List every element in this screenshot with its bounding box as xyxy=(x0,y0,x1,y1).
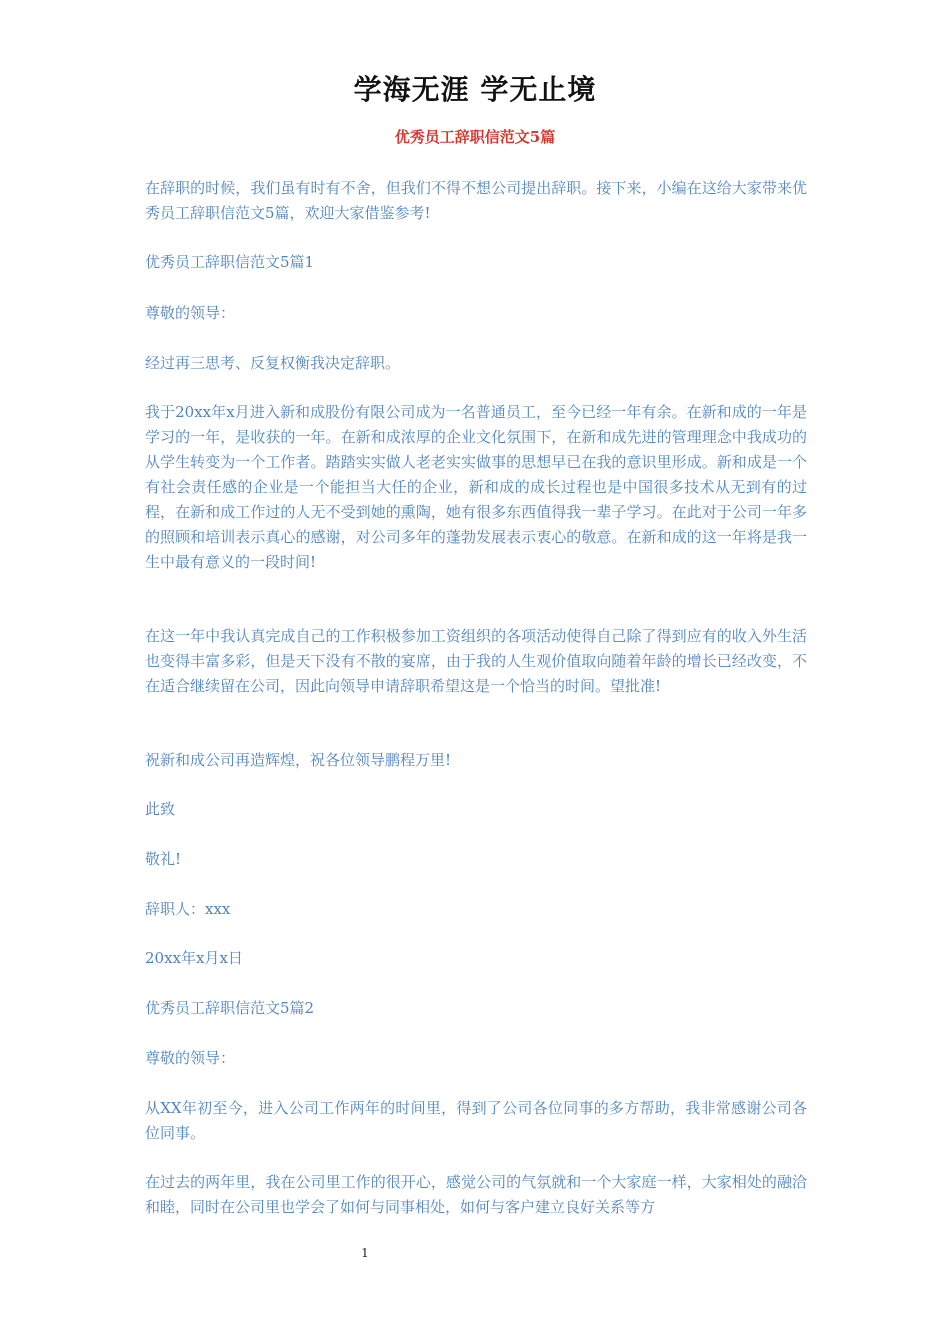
salutation: 尊敬的领导： xyxy=(145,1049,236,1067)
page-number: 1 xyxy=(361,1246,369,1260)
document-title: 优秀员工辞职信范文5篇 xyxy=(394,128,556,146)
paragraph: 经过再三思考、反复权衡我决定辞职。 xyxy=(145,354,401,372)
paragraph: 在这一年中我认真完成自己的工作积极参加工资组织的各项活动使得自己除了得到应有的收入外生活也变得丰富多彩，但是天下没有不散的宴席，由于我的人生观价值取向随着年龄的增长已经改变，不在适合继续留在公司，因此向领导申请辞职希望这是一个恰当的时间。望批准! xyxy=(145,627,807,695)
paragraph: 祝新和成公司再造辉煌，祝各位领导鹏程万里! xyxy=(145,751,452,769)
salutation: 尊敬的领导： xyxy=(145,304,236,322)
paragraph: 我于20xx年x月进入新和成股份有限公司成为一名普通员工，至今已经一年有余。在新和成的一年是学习的一年，是收获的一年。在新和成浓厚的企业文化氛围下，在新和成先进的管理理念中我成功的从学生转变为一个工作者。踏踏实实做人老老实实做事的思想早已在我的意识里形成。新和成是一个有社会责任感的企业是一个能担当大任的企业，新和成的成长过程也是中国很多技术从无到有的过程，在新和成工作过的人无不受到她的熏陶，她有很多东西值得我一辈子学习。在此对于公司一年多的照顾和培训表示真心的感谢，对公司多年的蓬勃发展表示衷心的敬意。在新和成的这一年将是我一生中最有意义的一段时间! xyxy=(145,403,807,571)
section-heading-1: 优秀员工辞职信范文5篇1 xyxy=(145,253,315,271)
paragraph: 在过去的两年里，我在公司里工作的很开心，感觉公司的气氛就和一个大家庭一样，大家相处的融洽和睦，同时在公司里也学会了如何与同事相处，如何与客户建立良好关系等方 xyxy=(145,1173,807,1216)
date: 20xx年x月x日 xyxy=(145,949,243,967)
closing-regards: 敬礼! xyxy=(145,850,182,868)
closing-line: 此致 xyxy=(145,800,176,818)
intro-paragraph: 在辞职的时候，我们虽有时有不舍，但我们不得不想公司提出辞职。接下来，小编在这给大家带来优秀员工辞职信范文5篇，欢迎大家借鉴参考! xyxy=(145,179,807,222)
signature: 辞职人：xxx xyxy=(145,900,231,918)
header-motto: 学海无涯 学无止境 xyxy=(353,73,597,106)
paragraph: 从XX年初至今，进入公司工作两年的时间里，得到了公司各位同事的多方帮助，我非常感谢公司各位同事。 xyxy=(145,1099,807,1142)
section-heading-2: 优秀员工辞职信范文5篇2 xyxy=(145,999,315,1017)
